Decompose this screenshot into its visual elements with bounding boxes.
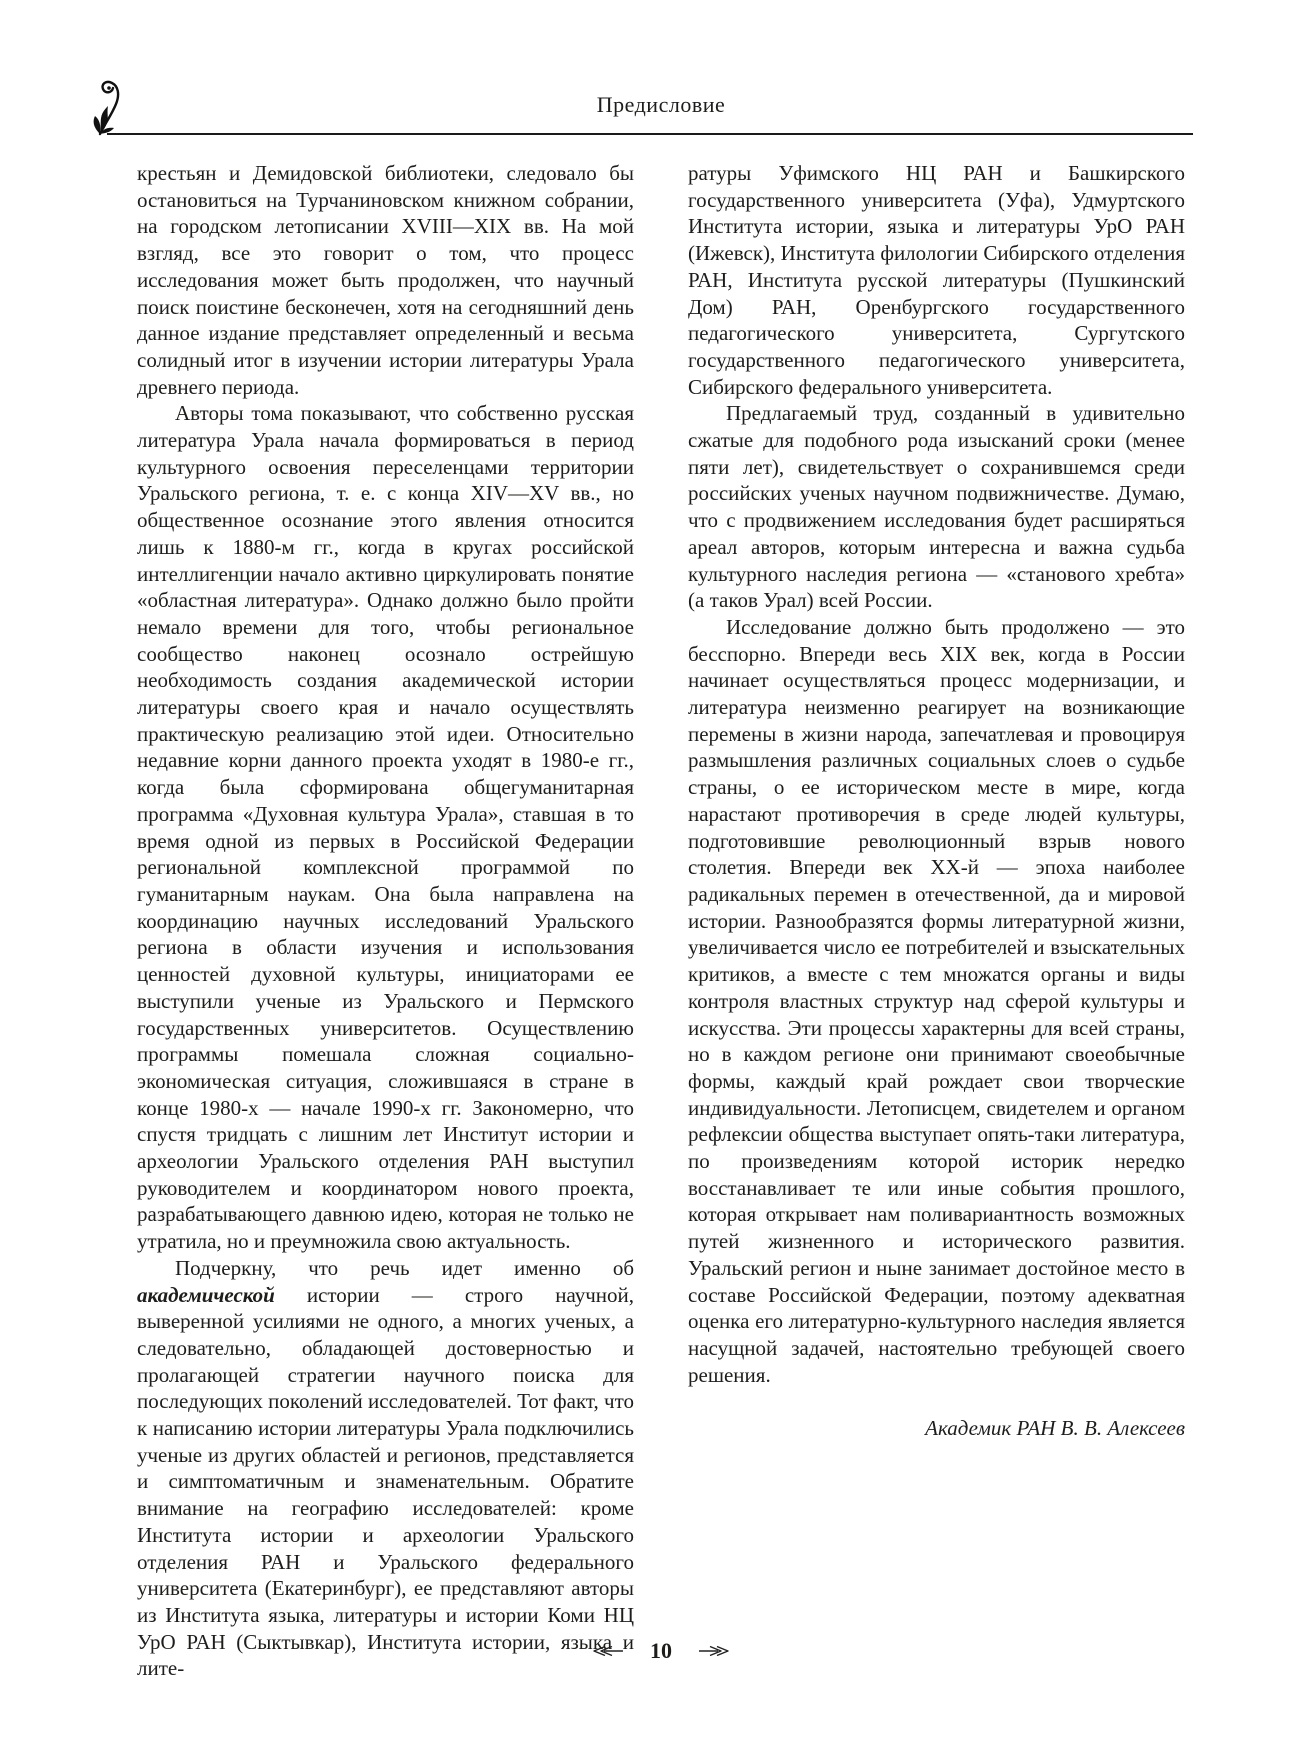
paragraph (137, 1255, 634, 1682)
author-signature: Академик РАН В. В. Алексеев (925, 1416, 1185, 1441)
header-rule (107, 133, 1193, 135)
leaf-arrow-right-icon (698, 1644, 730, 1658)
floral-flourish-icon (90, 78, 142, 136)
paragraph: Предлагаемый труд, созданный в удивительно сжатые для подобного рода изысканий сроки (менее пяти лет), свидетельствует о сохранившемся среди российских ученых научном подвижничестве. Думаю, что с продвижением исследования будет расширяться ареал авторов, которым интересна и важна судьба культурного наследия региона — «станового хребта» (а таков Урал) всей России. (688, 401, 1185, 613)
emphasized-term: академической (137, 1282, 275, 1307)
paragraph: Авторы тома показывают, что собственно русская литература Урала начала формироваться в период культурного освоения переселенцами территории Уральского региона, т. е. с конца XIV—XV вв., но общественное осознание этого явления относится лишь к 1880-м гг., когда в кругах российской интеллигенции начало активно циркулировать понятие «областная литература». Однако должно было пройти немало времени для того, чтобы региональное сообщество наконец осознало острейшую необходимость создания академической истории литературы своего края и начало осуществлять практическую реализацию этой идеи. Относительно недавние корни данного проекта уходят в 1980-е гг., когда была сформирована общегуманитарная программа «Духовная культура Урала», ставшая в то время одной из первых в Российской Федерации региональной комплексной программой по гуманитарным наукам. Она была направлена на координацию научных исследований Уральского региона в области изучения и использования ценностей духовной культуры, инициаторами ее выступили ученые из Уральского и Пермского государственных университетов. Осуществлению программы помешала сложная социально-экономическая ситуация, сложившаяся в стране в конце 1980-х — начале 1990-х гг. Закономерно, что спустя тридцать с лишним лет Институт истории и археологии Уральского отделения РАН выступил руководителем и координатором нового проекта, разрабатывающего давнюю идею, которая не только не утратила, но и преумножила свою актуальность. (137, 401, 634, 1254)
paragraph-text: истории — строго научной, выверенной усилиями не одного, а многих ученых, а следовательно, обладающей достоверностью и пролагающей стратегии научного поиска для последующих поколений исследователей. Тот факт, что к написанию истории литературы Урала подключились ученые из других областей и регионов, представляется и симптоматичным и знаменательным. Обратите внимание на географию исследователей: кроме Института истории и археологии Уральского отделения РАН и Уральского федерального университета (Екатеринбург), ее представляют авторы из Института языка, литературы и истории Коми НЦ УрО РАН (Сыктывкар), Института истории, языка и лите- (137, 1282, 634, 1681)
paragraph: крестьян и Демидовской библиотеки, следовало бы остановиться на Турчаниновском книжном собрании, на городском летописании XVIII—XIX вв. На мой взгляд, все это говорит о том, что процесс исследования может быть продолжен, что научный поиск поистине бесконечен, хотя на сегодняшний день данное издание представляет определенный и весьма солидный итог в изучении истории литературы Урала древнего периода. (137, 161, 634, 399)
paragraph-text: Подчеркну, что речь идет именно об (175, 1255, 634, 1280)
paragraph: ратуры Уфимского НЦ РАН и Башкирского государственного университета (Уфа), Удмуртского Института истории, языка и литературы УрО РАН (Ижевск), Института филологии Сибирского отделения РАН, Института русской литературы (Пушкинский Дом) РАН, Оренбургского государственного педагогического университета, Сургутского государственного педагогического университета, Сибирского федерального университета. (688, 161, 1185, 399)
page-title: Предисловие (596, 92, 726, 117)
text-columns (137, 160, 1185, 1682)
right-column (688, 160, 1185, 1682)
page-number: 10 (650, 1638, 672, 1663)
left-column (137, 160, 634, 1682)
page-footer (137, 1638, 1185, 1664)
paragraph: Исследование должно быть продолжено — это бесспорно. Впереди весь XIX век, когда в России начинает осуществляться процесс модернизации, и литература неизменно реагирует на возникающие перемены в жизни народа, запечатлевая и провоцируя размышления различных социальных слоев о судьбе страны, о ее историческом месте в мире, когда нарастают противоречия в среде людей культуры, подготовившие революционный взрыв нового столетия. Впереди век XX-й — эпоха наиболее радикальных перемен в отечественной, да и мировой истории. Разнообразятся формы литературной жизни, увеличивается число ее потребителей и взыскательных критиков, а вместе с тем множатся органы и виды контроля властных структур над сферой культуры и искусства. Эти процессы характерны для всей страны, но в каждом регионе они принимают своеобычные формы, каждый край рождает свои творческие индивидуальности. Летописцем, свидетелем и органом рефлексии общества выступает опять-таки литература, по произведениям которой историк нередко восстанавливает те или иные события прошлого, которая открывает нам поливариантность возможных путей жизненного и исторического развития. Уральский регион и ныне занимает достойное место в составе Российской Федерации, поэтому адекватная оценка его литературно-культурного наследия является насущной задачей, настоятельно требующей своего решения. (688, 614, 1185, 1387)
leaf-arrow-left-icon (592, 1644, 624, 1658)
